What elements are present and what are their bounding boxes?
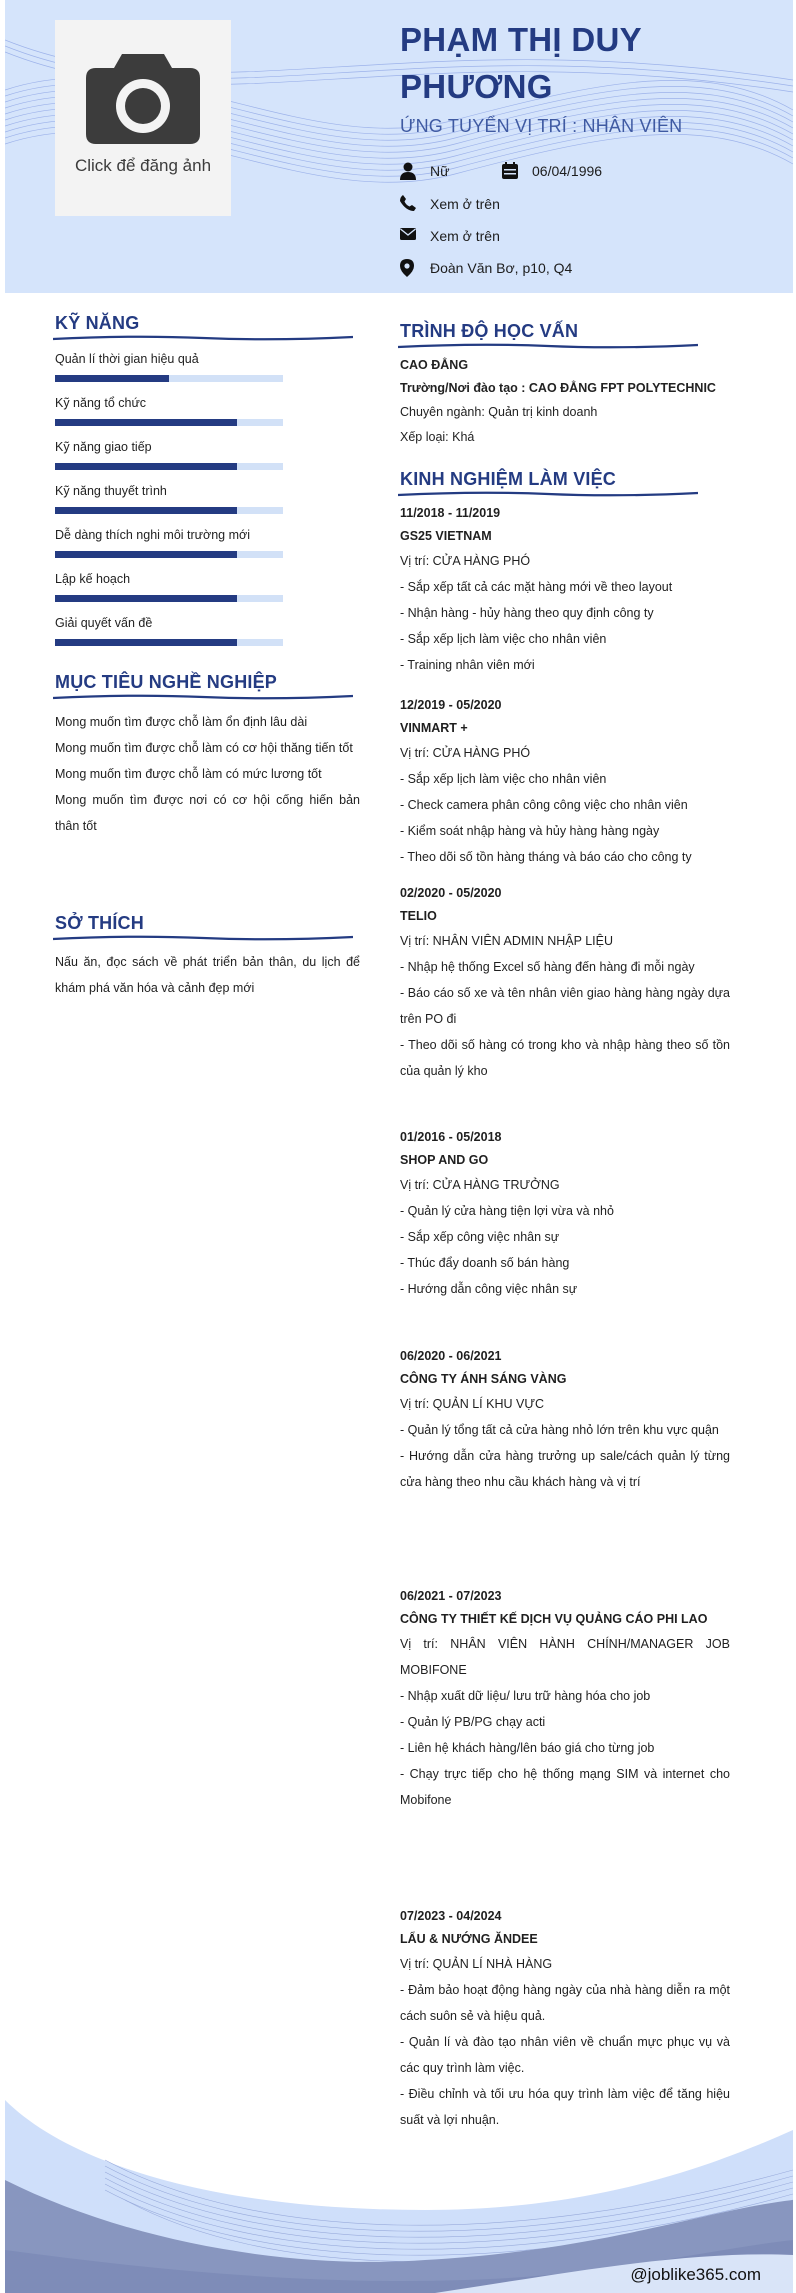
skill-bar-fill	[55, 375, 169, 382]
job-period: 06/2021 - 07/2023	[400, 1589, 502, 1603]
job-company: LẨU & NƯỚNG ĂNDEE	[400, 1932, 538, 1946]
skill-label: Kỹ năng thuyết trình	[55, 484, 167, 498]
job-role: Vị trí: NHÂN VIÊN HÀNH CHÍNH/MANAGER JOB MOBIFONE	[400, 1637, 730, 1677]
job-role: Vị trí: QUẢN LÍ NHÀ HÀNG	[400, 1957, 553, 1971]
education-degree: CAO ĐẲNG	[400, 358, 469, 372]
hobbies-title: SỞ THÍCH	[55, 913, 144, 933]
job-period: 02/2020 - 05/2020	[400, 886, 502, 900]
job-period: 07/2023 - 04/2024	[400, 1909, 502, 1923]
job-company: TELIO	[400, 909, 437, 923]
objective-line: Mong muốn tìm được nơi có cơ hội cống hiến bản thân tốt	[55, 793, 360, 833]
experience-entry	[400, 502, 730, 678]
education-grade: Xếp loại: Khá	[400, 430, 475, 444]
job-role: Vị trí: NHÂN VIÊN ADMIN NHẬP LIỆU	[400, 934, 614, 948]
hobbies-title-underline	[53, 934, 353, 942]
gender-value: Nữ	[430, 163, 450, 179]
skill-label: Lập kế hoạch	[55, 572, 131, 586]
skill-bar-fill	[55, 419, 237, 426]
experience-title: KINH NGHIỆM LÀM VIỆC	[400, 469, 617, 489]
job-duty: - Đảm bảo hoạt động hàng ngày của nhà hàng diễn ra một cách suôn sẻ và hiệu quả.	[400, 1983, 730, 2023]
experience-entry	[400, 1905, 730, 2133]
job-duty: - Nhập hệ thống Excel số hàng đến hàng đi mỗi ngày	[400, 960, 695, 974]
objective-title: MỤC TIÊU NGHỀ NGHIỆP	[55, 672, 278, 692]
skill-bar	[55, 463, 283, 470]
skill-bar-fill	[55, 507, 237, 514]
job-duty: - Kiểm soát nhập hàng và hủy hàng hàng ngày	[400, 824, 660, 838]
envelope-icon	[400, 227, 416, 241]
objective-line: Mong muốn tìm được chỗ làm ổn định lâu dài	[55, 715, 308, 729]
phone-icon	[400, 195, 416, 211]
profile-photo-upload[interactable]	[55, 20, 231, 216]
photo-caption: Click để đăng ảnh	[74, 156, 212, 175]
skill-bar	[55, 595, 283, 602]
experience-entry	[400, 1345, 730, 1495]
skill-label: Quản lí thời gian hiệu quả	[55, 352, 199, 366]
job-duty: - Check camera phân công công việc cho nhân viên	[400, 798, 688, 812]
skill-bar	[55, 419, 283, 426]
birthdate-value: 06/04/1996	[532, 163, 603, 179]
candidate-name: PHẠM THỊ DUY PHƯƠNG	[400, 21, 642, 105]
skills-title-underline	[53, 334, 353, 342]
skill-bar	[55, 375, 283, 382]
camera-icon	[86, 48, 200, 144]
job-period: 11/2018 - 11/2019	[400, 506, 501, 520]
location-pin-icon	[400, 259, 414, 277]
job-duty: - Điều chỉnh và tối ưu hóa quy trình làm việc để tăng hiệu suất và lợi nhuận.	[400, 2087, 730, 2127]
skills-title: KỸ NĂNG	[55, 313, 140, 333]
education-title: TRÌNH ĐỘ HỌC VẤN	[400, 321, 579, 341]
job-duty: - Hướng dẫn công việc nhân sự	[400, 1282, 578, 1296]
job-duty: - Nhận hàng - hủy hàng theo quy định công ty	[400, 606, 654, 620]
job-duty: - Nhập xuất dữ liệu/ lưu trữ hàng hóa cho job	[400, 1689, 651, 1703]
skill-bar-fill	[55, 595, 237, 602]
job-role: Vị trí: CỬA HÀNG PHÓ	[400, 746, 531, 760]
experience-title-underline	[398, 490, 698, 498]
objective-line: Mong muốn tìm được chỗ làm có cơ hội thăng tiến tốt	[55, 741, 353, 755]
skill-bar	[55, 551, 283, 558]
hobbies-text: Nấu ăn, đọc sách về phát triển bản thân, du lịch để khám phá văn hóa và cảnh đẹp mới	[55, 955, 360, 995]
job-duty: - Quản lí và đào tạo nhân viên về chuẩn mực phục vụ và các quy trình làm việc.	[400, 2035, 730, 2075]
experience-entry	[400, 882, 730, 1084]
job-duty: - Quản lý cửa hàng tiện lợi vừa và nhỏ	[400, 1204, 614, 1218]
education-title-underline	[398, 342, 698, 350]
job-duty: - Sắp xếp công việc nhân sự	[400, 1230, 560, 1244]
user-icon	[400, 162, 416, 180]
applied-position: ỨNG TUYỂN VỊ TRÍ : NHÂN VIÊN	[400, 116, 683, 136]
job-role: Vị trí: QUẢN LÍ KHU VỰC	[400, 1397, 545, 1411]
skill-label: Giải quyết vấn đề	[55, 616, 153, 630]
job-duty: - Theo dõi số hàng có trong kho và nhập hàng theo số tồn của quản lý kho	[400, 1038, 730, 1078]
skill-bar	[55, 507, 283, 514]
experience-entry	[400, 694, 730, 870]
cv-header	[5, 0, 793, 293]
skill-label: Dễ dàng thích nghi môi trường mới	[55, 528, 250, 542]
job-role: Vị trí: CỬA HÀNG PHÓ	[400, 554, 531, 568]
skill-bar-fill	[55, 463, 237, 470]
objective-text	[55, 709, 360, 839]
job-period: 01/2016 - 05/2018	[400, 1130, 502, 1144]
job-duty: - Sắp xếp lịch làm việc cho nhân viên	[400, 632, 607, 646]
address-value: Đoàn Văn Bơ, p10, Q4	[430, 260, 573, 276]
education-school: Trường/Nơi đào tạo : CAO ĐẲNG FPT POLYTECHNIC	[400, 381, 716, 395]
objective-line: Mong muốn tìm được chỗ làm có mức lương tốt	[55, 767, 322, 781]
education-major: Chuyên ngành: Quản trị kinh doanh	[400, 405, 598, 419]
experience-entry	[400, 1585, 730, 1813]
experience-entry	[400, 1126, 730, 1302]
job-period: 06/2020 - 06/2021	[400, 1349, 502, 1363]
job-duty: - Quản lý PB/PG chạy acti	[400, 1715, 546, 1729]
footer-site: @joblike365.com	[630, 2265, 761, 2284]
job-duty: - Theo dõi số tồn hàng tháng và báo cáo cho công ty	[400, 850, 692, 864]
job-duty: - Hướng dẫn cửa hàng trưởng up sale/cách quản lý từng cửa hàng theo nhu cầu khách hàng và vị trí	[400, 1449, 730, 1489]
calendar-icon	[502, 162, 518, 179]
skill-bar	[55, 639, 283, 646]
job-company: GS25 VIETNAM	[400, 529, 492, 543]
job-duty: - Sắp xếp lịch làm việc cho nhân viên	[400, 772, 607, 786]
job-role: Vị trí: CỬA HÀNG TRƯỞNG	[400, 1178, 560, 1192]
objective-title-underline	[53, 693, 353, 701]
phone-value: Xem ở trên	[430, 196, 500, 212]
job-duty: - Báo cáo số xe và tên nhân viên giao hàng hàng ngày dựa trên PO đi	[400, 986, 730, 1026]
job-duty: - Quản lý tổng tất cả cửa hàng nhỏ lớn trên khu vực quận	[400, 1423, 719, 1437]
skill-label: Kỹ năng giao tiếp	[55, 440, 152, 454]
job-company: CÔNG TY THIẾT KẾ DỊCH VỤ QUẢNG CÁO PHI LAO	[400, 1612, 708, 1626]
job-company: VINMART +	[400, 721, 468, 735]
job-duty: - Thúc đẩy doanh số bán hàng	[400, 1256, 570, 1270]
job-duty: - Training nhân viên mới	[400, 658, 535, 672]
email-value: Xem ở trên	[430, 228, 500, 244]
cv-page	[5, 0, 793, 2293]
skill-label: Kỹ năng tổ chức	[55, 396, 147, 410]
skill-bar-fill	[55, 639, 237, 646]
job-period: 12/2019 - 05/2020	[400, 698, 502, 712]
job-duty: - Sắp xếp tất cả các mặt hàng mới về theo layout	[400, 580, 673, 594]
job-company: SHOP AND GO	[400, 1153, 489, 1167]
job-company: CÔNG TY ÁNH SÁNG VÀNG	[400, 1372, 567, 1386]
job-duty: - Liên hệ khách hàng/lên báo giá cho từng job	[400, 1741, 655, 1755]
skill-bar-fill	[55, 551, 237, 558]
job-duty: - Chạy trực tiếp cho hệ thống mạng SIM và internet cho Mobifone	[400, 1767, 730, 1807]
